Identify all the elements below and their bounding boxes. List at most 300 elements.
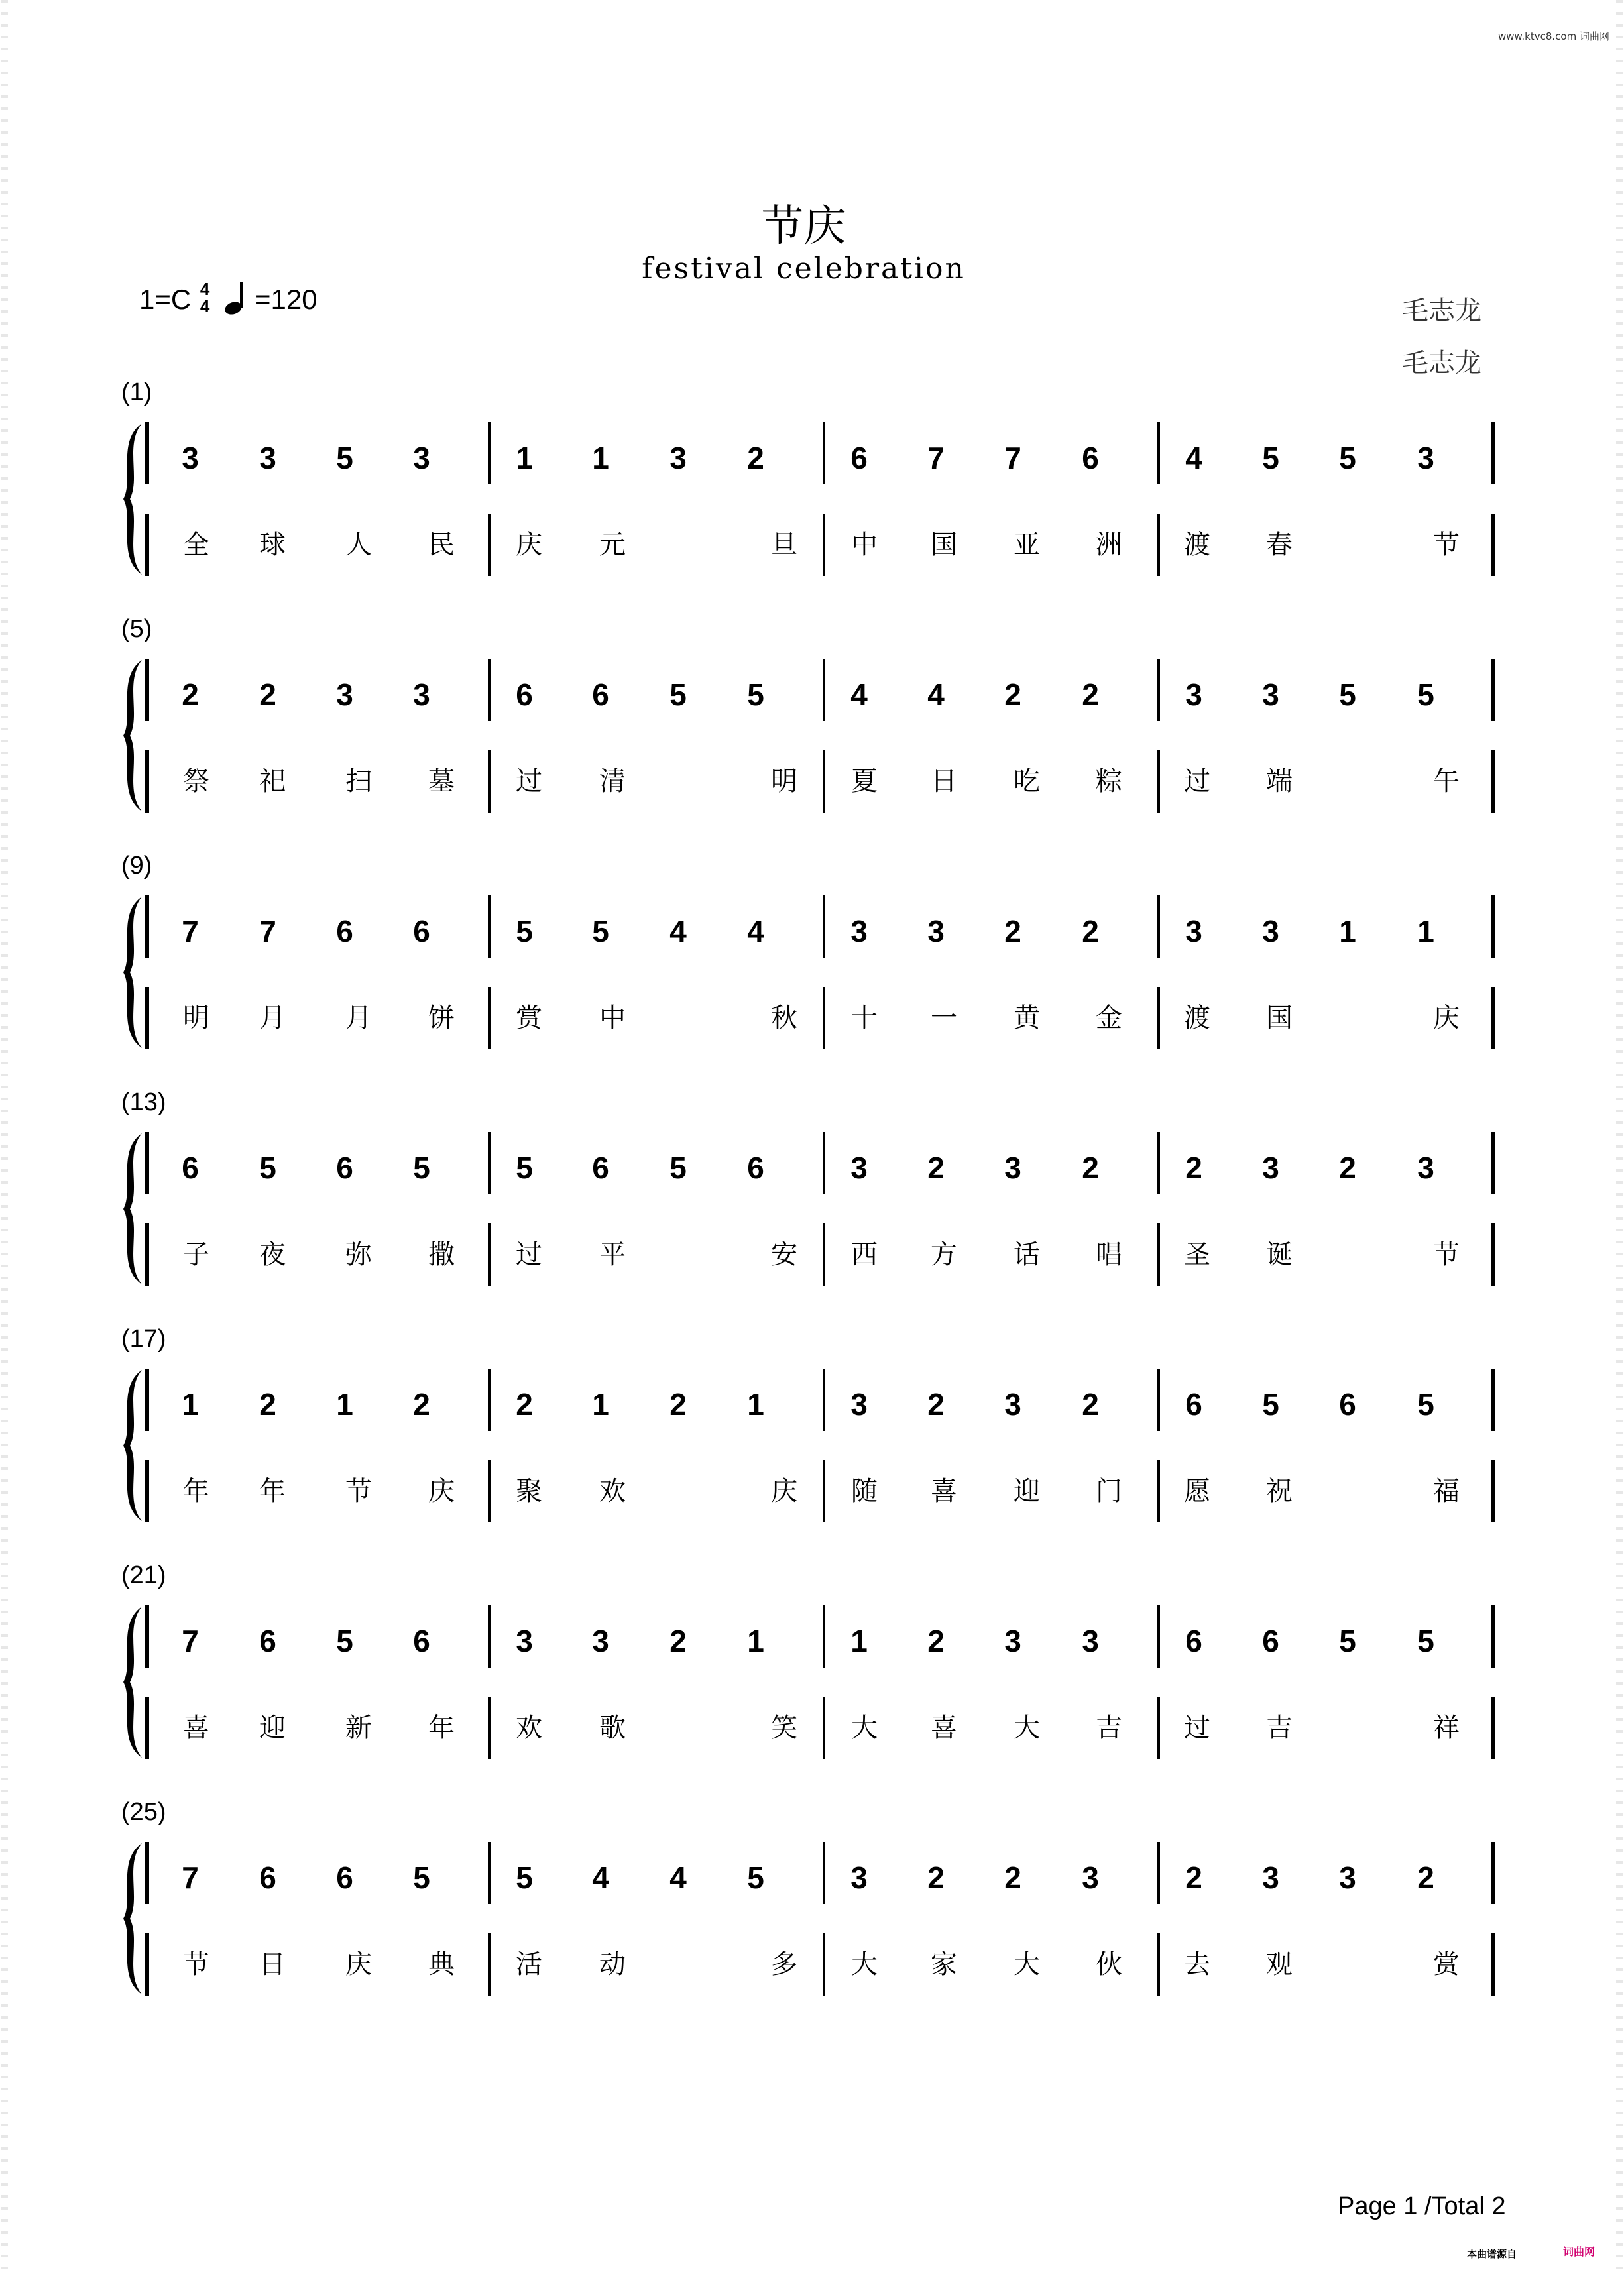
bar-line xyxy=(1491,422,1495,484)
key-label: 1=C xyxy=(139,284,192,315)
note: 7 xyxy=(182,1624,199,1658)
lyricist: 毛志龙 xyxy=(1402,296,1481,326)
lyric: 粽 xyxy=(1096,766,1122,797)
note: 2 xyxy=(1004,1860,1021,1895)
bar-line xyxy=(1491,750,1495,813)
bar-line xyxy=(145,987,149,1049)
bar-line xyxy=(823,1842,825,1904)
score-system xyxy=(0,657,1525,817)
note: 3 xyxy=(259,441,276,475)
page-subtitle: festival celebration xyxy=(642,252,966,286)
bar-line xyxy=(488,514,491,576)
bar-line xyxy=(823,750,825,813)
note: 2 xyxy=(1004,677,1021,712)
lyric: 节 xyxy=(1433,530,1460,560)
bar-line xyxy=(145,1605,149,1668)
note: 1 xyxy=(182,1387,199,1422)
note: 4 xyxy=(669,1860,687,1895)
note: 6 xyxy=(413,1624,430,1658)
lyric: 祭 xyxy=(183,766,209,797)
composer: 毛志龙 xyxy=(1402,348,1481,378)
note: 6 xyxy=(1185,1387,1202,1422)
bar-line xyxy=(823,987,825,1049)
lyric: 庆 xyxy=(428,1476,455,1507)
bar-line xyxy=(488,1842,491,1904)
note: 3 xyxy=(336,677,353,712)
lyric: 节 xyxy=(345,1476,372,1507)
lyric: 安 xyxy=(771,1239,797,1270)
note: 3 xyxy=(1262,677,1279,712)
note: 5 xyxy=(1262,1387,1279,1422)
note: 1 xyxy=(850,1624,868,1658)
note: 3 xyxy=(1004,1624,1021,1658)
note: 2 xyxy=(669,1624,687,1658)
system-number: (1) xyxy=(121,378,152,406)
note: 5 xyxy=(516,914,533,948)
lyric: 庆 xyxy=(345,1949,372,1980)
note: 5 xyxy=(516,1151,533,1185)
note: 3 xyxy=(516,1624,533,1658)
bar-line xyxy=(1491,1460,1495,1522)
brace xyxy=(123,660,142,811)
note: 6 xyxy=(1339,1387,1356,1422)
bar-line xyxy=(488,1460,491,1522)
quarter-note-icon xyxy=(221,280,255,315)
note: 6 xyxy=(413,914,430,948)
bar-line xyxy=(1491,1223,1495,1286)
lyric: 赏 xyxy=(516,1003,542,1033)
lyric: 日 xyxy=(931,766,957,797)
note: 1 xyxy=(1417,914,1434,948)
bar-line xyxy=(1491,1605,1495,1668)
note: 3 xyxy=(1262,1860,1279,1895)
lyric: 聚 xyxy=(516,1476,542,1507)
lyric: 年 xyxy=(183,1476,209,1507)
note: 5 xyxy=(747,677,764,712)
lyric: 话 xyxy=(1014,1239,1040,1270)
note: 5 xyxy=(336,441,353,475)
lyric: 清 xyxy=(599,766,626,797)
bar-line xyxy=(1157,1933,1160,1996)
note: 3 xyxy=(413,677,430,712)
brace xyxy=(123,1370,142,1521)
note: 6 xyxy=(259,1860,276,1895)
lyric: 新 xyxy=(345,1713,372,1743)
lyric: 西 xyxy=(851,1239,878,1270)
lyric: 夏 xyxy=(851,766,878,797)
note: 6 xyxy=(516,677,533,712)
note: 3 xyxy=(1082,1624,1099,1658)
lyric: 观 xyxy=(1266,1949,1293,1980)
lyric: 节 xyxy=(183,1949,209,1980)
time-denominator: 4 xyxy=(200,296,210,316)
note: 1 xyxy=(592,1387,609,1422)
key-signature xyxy=(139,278,318,319)
note: 5 xyxy=(259,1151,276,1185)
right-edge-decoration xyxy=(1616,0,1623,2276)
bar-line xyxy=(823,1605,825,1668)
bar-line xyxy=(488,750,491,813)
lyric: 弥 xyxy=(345,1239,372,1270)
lyric: 民 xyxy=(428,530,455,560)
lyric: 夜 xyxy=(259,1239,286,1270)
lyric: 迎 xyxy=(259,1713,286,1743)
note: 3 xyxy=(1004,1151,1021,1185)
lyric: 墓 xyxy=(428,766,455,797)
bar-line xyxy=(145,750,149,813)
note: 5 xyxy=(413,1860,430,1895)
lyric: 多 xyxy=(771,1949,797,1980)
lyric: 饼 xyxy=(428,1003,455,1033)
bar-line xyxy=(1157,514,1160,576)
lyric: 洲 xyxy=(1096,530,1122,560)
note: 5 xyxy=(1339,677,1356,712)
score-system xyxy=(0,1604,1525,1763)
lyric: 门 xyxy=(1096,1476,1122,1507)
note: 6 xyxy=(1082,441,1099,475)
lyric: 活 xyxy=(516,1949,542,1980)
note: 2 xyxy=(1082,677,1099,712)
lyric: 渡 xyxy=(1184,1003,1210,1033)
note: 4 xyxy=(747,914,764,948)
note: 6 xyxy=(259,1624,276,1658)
note: 2 xyxy=(1004,914,1021,948)
lyric: 过 xyxy=(516,766,542,797)
note: 3 xyxy=(1185,677,1202,712)
bar-line xyxy=(823,1697,825,1759)
lyric: 节 xyxy=(1433,1239,1460,1270)
lyric: 喜 xyxy=(931,1476,957,1507)
note: 2 xyxy=(182,677,199,712)
lyric: 金 xyxy=(1096,1003,1122,1033)
system-number: (5) xyxy=(121,615,152,643)
bar-line xyxy=(488,895,491,958)
page-title: 节庆 xyxy=(761,202,846,251)
note: 1 xyxy=(1339,914,1356,948)
lyric: 吉 xyxy=(1266,1713,1293,1743)
note: 2 xyxy=(1082,914,1099,948)
note: 7 xyxy=(182,914,199,948)
note: 3 xyxy=(1417,441,1434,475)
note: 3 xyxy=(1004,1387,1021,1422)
bar-line xyxy=(823,514,825,576)
score-system xyxy=(0,421,1525,580)
note: 2 xyxy=(927,1624,945,1658)
score-system xyxy=(0,1367,1525,1526)
lyric: 庆 xyxy=(771,1476,797,1507)
note: 5 xyxy=(1262,441,1279,475)
note: 6 xyxy=(336,1151,353,1185)
lyric: 明 xyxy=(183,1003,209,1033)
lyric: 年 xyxy=(428,1713,455,1743)
lyric: 庆 xyxy=(516,530,542,560)
note: 6 xyxy=(1262,1624,1279,1658)
lyric: 过 xyxy=(516,1239,542,1270)
lyric: 球 xyxy=(259,530,286,560)
lyric: 笑 xyxy=(771,1713,797,1743)
lyric: 吃 xyxy=(1014,766,1040,797)
bar-line xyxy=(1157,1605,1160,1668)
bar-line xyxy=(145,895,149,958)
lyric: 大 xyxy=(1014,1713,1040,1743)
lyric: 圣 xyxy=(1184,1239,1210,1270)
note: 2 xyxy=(1339,1151,1356,1185)
note: 7 xyxy=(182,1860,199,1895)
note: 2 xyxy=(927,1860,945,1895)
bar-line xyxy=(1157,422,1160,484)
note: 3 xyxy=(592,1624,609,1658)
note: 5 xyxy=(413,1151,430,1185)
note: 3 xyxy=(850,914,868,948)
note: 2 xyxy=(1417,1860,1434,1895)
note: 6 xyxy=(1185,1624,1202,1658)
note: 6 xyxy=(592,1151,609,1185)
lyric: 唱 xyxy=(1096,1239,1122,1270)
bar-line xyxy=(1491,1132,1495,1194)
system-number: (21) xyxy=(121,1562,166,1589)
lyric: 福 xyxy=(1433,1476,1460,1507)
bar-line xyxy=(1491,1697,1495,1759)
bar-line xyxy=(823,659,825,721)
lyric: 明 xyxy=(771,766,797,797)
note: 6 xyxy=(592,677,609,712)
note: 2 xyxy=(1185,1860,1202,1895)
score-system xyxy=(0,1131,1525,1290)
note: 3 xyxy=(1082,1860,1099,1895)
note: 3 xyxy=(1339,1860,1356,1895)
lyric: 过 xyxy=(1184,1713,1210,1743)
note: 4 xyxy=(1185,441,1202,475)
bar-line xyxy=(488,1605,491,1668)
note: 5 xyxy=(1339,1624,1356,1658)
note: 3 xyxy=(1262,1151,1279,1185)
brace xyxy=(123,897,142,1048)
note: 1 xyxy=(336,1387,353,1422)
note: 5 xyxy=(747,1860,764,1895)
lyric: 迎 xyxy=(1014,1476,1040,1507)
lyric: 扫 xyxy=(345,766,372,797)
bar-line xyxy=(1157,1223,1160,1286)
note: 3 xyxy=(1185,914,1202,948)
page-number: Page 1 /Total 2 xyxy=(1338,2192,1506,2220)
lyric: 喜 xyxy=(183,1713,209,1743)
lyric: 祥 xyxy=(1433,1713,1460,1743)
note: 3 xyxy=(850,1387,868,1422)
bar-line xyxy=(1491,987,1495,1049)
bar-line xyxy=(488,659,491,721)
note: 5 xyxy=(516,1860,533,1895)
bar-line xyxy=(1157,1369,1160,1431)
bar-line xyxy=(488,1697,491,1759)
bar-line xyxy=(1157,1132,1160,1194)
note: 3 xyxy=(850,1860,868,1895)
bar-line xyxy=(823,895,825,958)
bar-line xyxy=(145,1132,149,1194)
note: 3 xyxy=(669,441,687,475)
bar-line xyxy=(1157,1460,1160,1522)
lyric: 年 xyxy=(259,1476,286,1507)
bar-line xyxy=(823,1460,825,1522)
note: 4 xyxy=(592,1860,609,1895)
lyric: 亚 xyxy=(1014,530,1040,560)
bar-line xyxy=(823,1369,825,1431)
lyric: 祝 xyxy=(1266,1476,1293,1507)
note: 5 xyxy=(336,1624,353,1658)
note: 5 xyxy=(669,1151,687,1185)
note: 5 xyxy=(1417,677,1434,712)
lyric: 日 xyxy=(259,1949,286,1980)
lyric: 春 xyxy=(1266,530,1293,560)
bar-line xyxy=(1491,895,1495,958)
bar-line xyxy=(145,514,149,576)
note: 3 xyxy=(927,914,945,948)
lyric: 元 xyxy=(599,530,626,560)
bar-line xyxy=(823,1223,825,1286)
lyric: 大 xyxy=(1014,1949,1040,1980)
lyric: 欢 xyxy=(516,1713,542,1743)
lyric: 动 xyxy=(599,1949,626,1980)
lyric: 庆 xyxy=(1433,1003,1460,1033)
note: 3 xyxy=(850,1151,868,1185)
note: 1 xyxy=(592,441,609,475)
bar-line xyxy=(145,1933,149,1996)
bar-line xyxy=(145,1697,149,1759)
note: 1 xyxy=(747,1387,764,1422)
lyric: 大 xyxy=(851,1713,878,1743)
lyric: 中 xyxy=(851,530,878,560)
lyric: 国 xyxy=(1266,1003,1293,1033)
lyric: 子 xyxy=(183,1239,209,1270)
site-logo: 词曲网 xyxy=(1563,2246,1595,2258)
note: 2 xyxy=(927,1387,945,1422)
bar-line xyxy=(1157,750,1160,813)
note: 1 xyxy=(747,1624,764,1658)
bar-line xyxy=(488,987,491,1049)
bar-line xyxy=(145,1369,149,1431)
bar-line xyxy=(823,422,825,484)
source-note: 本曲谱源自 xyxy=(1467,2248,1517,2260)
lyric: 月 xyxy=(345,1003,372,1033)
note: 2 xyxy=(259,677,276,712)
time-numerator: 4 xyxy=(200,278,210,299)
time-signature xyxy=(200,280,209,315)
bar-line xyxy=(823,1132,825,1194)
lyric: 家 xyxy=(931,1949,957,1980)
tempo-value: =120 xyxy=(255,284,318,315)
note: 6 xyxy=(747,1151,764,1185)
note: 3 xyxy=(413,441,430,475)
bar-line xyxy=(488,1223,491,1286)
note: 2 xyxy=(516,1387,533,1422)
note: 2 xyxy=(669,1387,687,1422)
note: 3 xyxy=(182,441,199,475)
lyric: 一 xyxy=(931,1003,957,1033)
note: 3 xyxy=(1262,914,1279,948)
system-number: (25) xyxy=(121,1798,166,1826)
system-number: (9) xyxy=(121,852,152,880)
bar-line xyxy=(145,1223,149,1286)
lyric: 过 xyxy=(1184,766,1210,797)
note: 5 xyxy=(1417,1387,1434,1422)
note: 4 xyxy=(850,677,868,712)
bar-line xyxy=(823,1933,825,1996)
score-system xyxy=(0,1841,1525,2000)
lyric: 午 xyxy=(1433,766,1460,797)
bar-line xyxy=(145,422,149,484)
lyric: 月 xyxy=(259,1003,286,1033)
lyric: 欢 xyxy=(599,1476,626,1507)
note: 7 xyxy=(927,441,945,475)
lyric: 随 xyxy=(851,1476,878,1507)
bar-line xyxy=(1491,514,1495,576)
bar-line xyxy=(145,1842,149,1904)
score-system xyxy=(0,894,1525,1053)
note: 6 xyxy=(336,1860,353,1895)
lyric: 十 xyxy=(851,1003,878,1033)
lyric: 歌 xyxy=(599,1713,626,1743)
bar-line xyxy=(1157,1842,1160,1904)
lyric: 渡 xyxy=(1184,530,1210,560)
lyric: 全 xyxy=(183,530,209,560)
note: 2 xyxy=(1082,1387,1099,1422)
bar-line xyxy=(145,1460,149,1522)
lyric: 黄 xyxy=(1014,1003,1040,1033)
lyric: 赏 xyxy=(1433,1949,1460,1980)
bar-line xyxy=(1491,1933,1495,1996)
note: 2 xyxy=(413,1387,430,1422)
bar-line xyxy=(488,1132,491,1194)
lyric: 典 xyxy=(428,1949,455,1980)
note: 5 xyxy=(1339,441,1356,475)
bar-line xyxy=(1157,895,1160,958)
note: 7 xyxy=(259,914,276,948)
lyric: 大 xyxy=(851,1949,878,1980)
note: 5 xyxy=(592,914,609,948)
lyric: 国 xyxy=(931,530,957,560)
note: 5 xyxy=(669,677,687,712)
lyric: 祀 xyxy=(259,766,286,797)
bar-line xyxy=(488,1933,491,1996)
brace xyxy=(123,1607,142,1758)
bar-line xyxy=(1157,659,1160,721)
bar-line xyxy=(1491,1369,1495,1431)
bar-line xyxy=(1491,1842,1495,1904)
brace xyxy=(123,424,142,575)
lyric: 旦 xyxy=(771,530,797,560)
note: 7 xyxy=(1004,441,1021,475)
note: 2 xyxy=(259,1387,276,1422)
lyric: 平 xyxy=(599,1239,626,1270)
lyric: 秋 xyxy=(771,1003,797,1033)
system-number: (13) xyxy=(121,1088,166,1116)
note: 3 xyxy=(1417,1151,1434,1185)
lyric: 愿 xyxy=(1184,1476,1210,1507)
lyric: 去 xyxy=(1184,1949,1210,1980)
bar-line xyxy=(1157,1697,1160,1759)
bar-line xyxy=(145,659,149,721)
note: 2 xyxy=(1082,1151,1099,1185)
system-number: (17) xyxy=(121,1325,166,1353)
brace xyxy=(123,1843,142,1994)
bar-line xyxy=(1491,659,1495,721)
watermark: www.ktvc8.com 词曲网 xyxy=(1497,30,1609,42)
lyric: 方 xyxy=(931,1239,957,1270)
lyric: 人 xyxy=(345,530,372,560)
note: 2 xyxy=(927,1151,945,1185)
lyric: 诞 xyxy=(1266,1239,1293,1270)
note: 6 xyxy=(182,1151,199,1185)
note: 6 xyxy=(336,914,353,948)
